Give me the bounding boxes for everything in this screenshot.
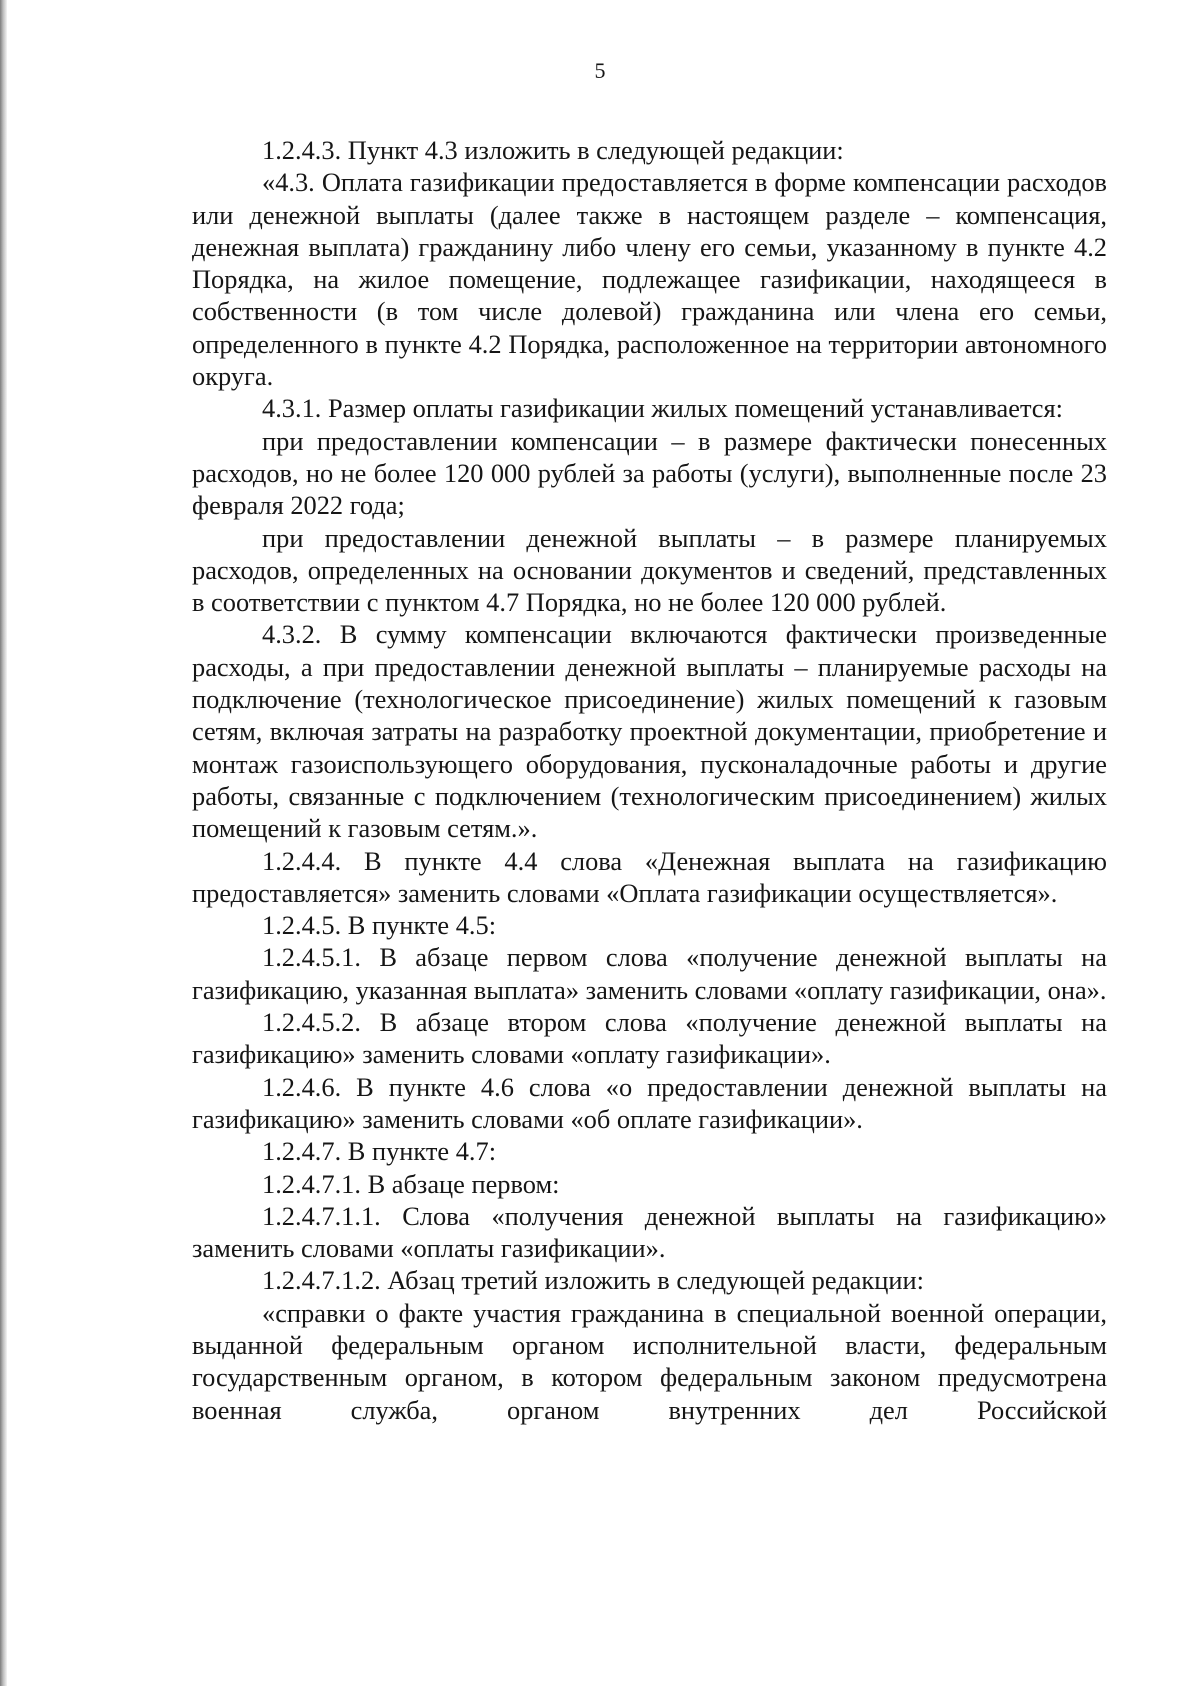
paragraph-4-3-1: 4.3.1. Размер оплаты газификации жилых помещений устанавливается: xyxy=(262,393,1063,424)
paragraph-1-2-4-7-1-2: 1.2.4.7.1.2. Абзац третий изложить в следующей редакции: xyxy=(262,1265,924,1296)
paragraph-4-3: «4.3. Оплата газификации предоставляется в форме компенсации расходов или денежной выплаты (далее также в настоящем разделе – компенсация, денежная выплата) гражданину либо члену его семьи, указанному в пункте 4.2 Порядка, на жилое помещение, подлежащее газификации, находящееся в собственности (в том числе долевой) гражданина или члена его семьи, определенного в пункте 4.2 Порядка, расположенное на территории автономного округа. xyxy=(192,167,1107,392)
paragraph-1-2-4-7-1: 1.2.4.7.1. В абзаце первом: xyxy=(262,1168,560,1199)
paragraph-certificate-quote: «справки о факте участия гражданина в специальной военной операции, выданной федеральным органом исполнительной власти, федеральным государственным органом, в котором федеральным законом предусмотрена военная служба, органом внутренних дел Российской xyxy=(192,1297,1107,1425)
paragraph-4-3-2: 4.3.2. В сумму компенсации включаются фактически произведенные расходы, а при предоставлении денежной выплаты – планируемые расходы на подключение (технологическое присоединение) жилых помещений к газовым сетям, включая затраты на разработку проектной документации, приобретение и монтаж газоиспользующего оборудования, пусконаладочные работы и другие работы, связанные с подключением (технологическим присоединением) жилых помещений к газовым сетям.». xyxy=(192,619,1107,844)
paragraph-compensation-amount: при предоставлении компенсации – в размере фактически понесенных расходов, но не более 120 000 рублей за работы (услуги), выполненные после 23 февраля 2022 года; xyxy=(192,425,1107,521)
paragraph-1-2-4-5-1: 1.2.4.5.1. В абзаце первом слова «получение денежной выплаты на газификацию, указанная выплата» заменить словами «оплату газификации, она». xyxy=(192,942,1107,1005)
paragraph-payment-amount: при предоставлении денежной выплаты – в размере планируемых расходов, определенных на основании документов и сведений, представленных в соответствии с пунктом 4.7 Порядка, но не более 120 000 рублей. xyxy=(192,522,1107,618)
scan-edge-shadow xyxy=(0,0,7,1686)
paragraph-1-2-4-5: 1.2.4.5. В пункте 4.5: xyxy=(262,910,497,941)
paragraph-1-2-4-6: 1.2.4.6. В пункте 4.6 слова «о предоставлении денежной выплаты на газификацию» заменить словами «об оплате газификации». xyxy=(192,1071,1107,1134)
paragraph-1-2-4-4: 1.2.4.4. В пункте 4.4 слова «Денежная выплата на газификацию предоставляется» заменить словами «Оплата газификации осуществляется». xyxy=(192,845,1107,908)
paragraph-1-2-4-7: 1.2.4.7. В пункте 4.7: xyxy=(262,1136,497,1167)
page-number: 5 xyxy=(594,58,606,83)
paragraph-1-2-4-5-2: 1.2.4.5.2. В абзаце втором слова «получение денежной выплаты на газификацию» заменить словами «оплату газификации». xyxy=(192,1007,1107,1070)
document-body xyxy=(192,134,1107,1426)
paragraph-1-2-4-7-1-1: 1.2.4.7.1.1. Слова «получения денежной выплаты на газификацию» заменить словами «оплаты газификации». xyxy=(192,1200,1107,1264)
paragraph-1-2-4-3: 1.2.4.3. Пункт 4.3 изложить в следующей редакции: xyxy=(262,135,844,165)
